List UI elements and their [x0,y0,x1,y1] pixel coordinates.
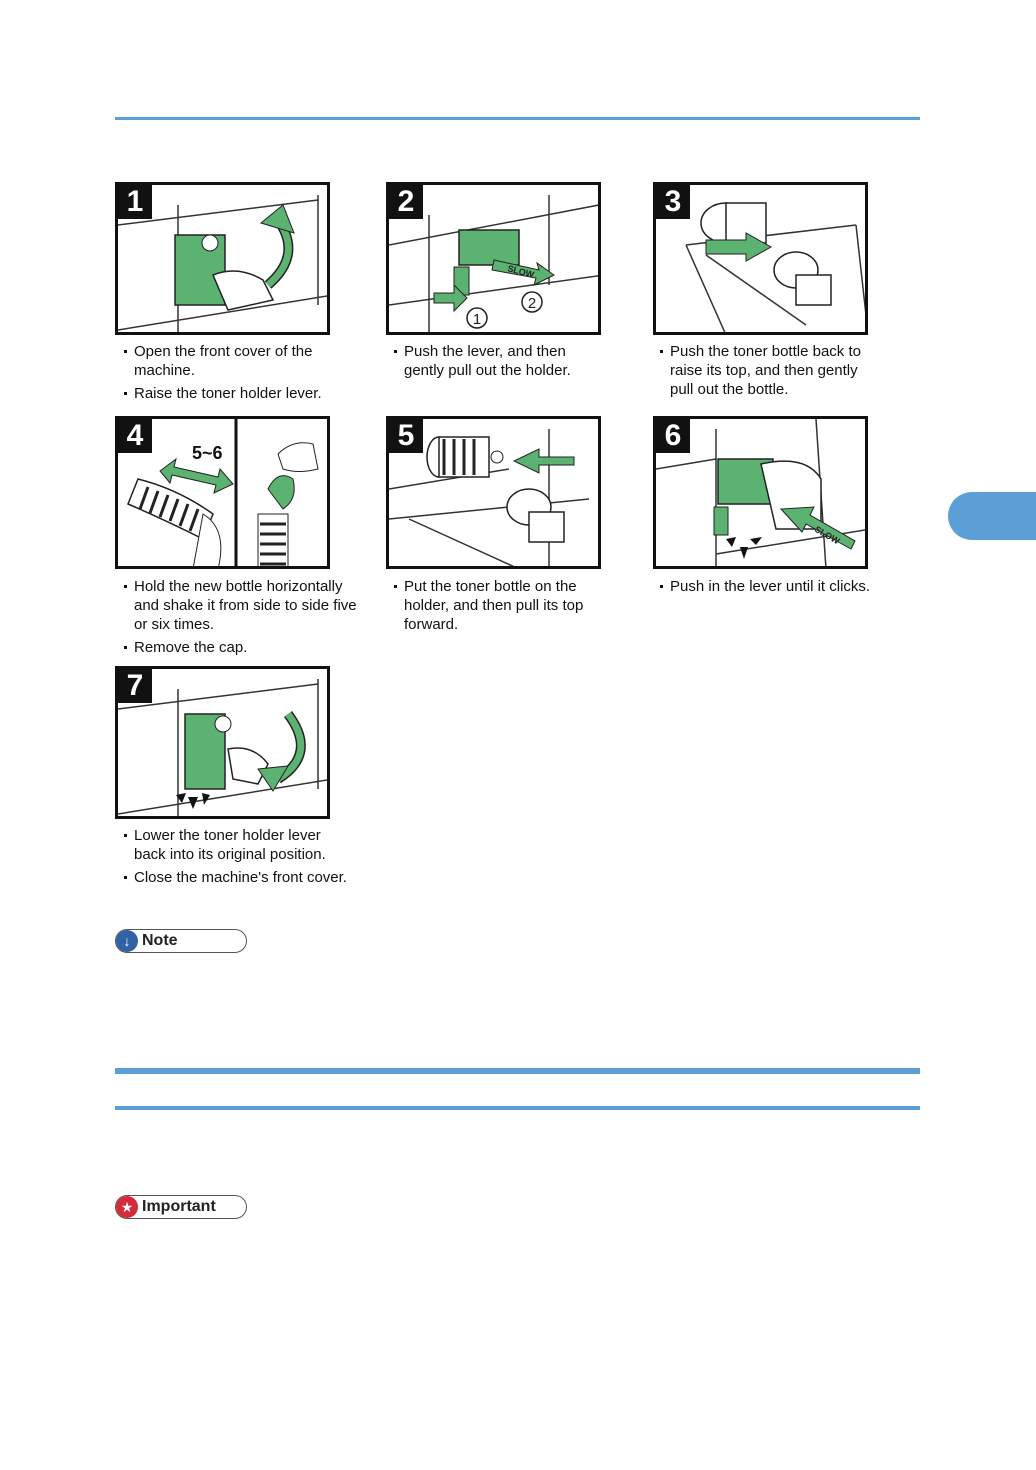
step-number: 5 [389,419,423,453]
step-number: 2 [389,185,423,219]
down-arrow-icon: ↓ [116,930,138,952]
shake-count-label: 5~6 [192,443,223,463]
caption: Push the lever, and then gently pull out the holder. [393,342,608,380]
note-badge [115,929,247,953]
shake-arrow [160,459,233,493]
star-icon: ★ [116,1196,138,1218]
cap-twist-arrow [268,476,294,509]
step-number: 6 [656,419,690,453]
caption: Lower the toner holder lever back into its original position. [123,826,353,864]
step-number: 4 [118,419,152,453]
caption: Raise the toner holder lever. [123,384,343,403]
insert-arrow [514,449,574,473]
section-rule-bottom [115,1106,920,1110]
caption: Push in the lever until it clicks. [659,577,874,596]
slow-label: SLOW [813,524,842,547]
svg-text:1: 1 [472,311,482,328]
step-4-captions [123,577,363,661]
step-7-captions [123,826,353,891]
chapter-tab [948,492,1036,540]
caption: Push the toner bottle back to raise its top, and then gently pull out the bottle. [659,342,874,399]
caption: Close the machine's front cover. [123,868,353,887]
toner-holder [459,230,519,265]
hand [228,748,268,784]
caption: Open the front cover of the machine. [123,342,343,380]
caption: Put the toner bottle on the holder, and then pull its top forward. [393,577,608,634]
note-label: Note [142,932,178,949]
svg-text:2: 2 [527,295,537,312]
step-2-illustration [386,182,601,335]
header-rule [115,117,920,120]
caption: Hold the new bottle horizontally and shake it from side to side five or six times. [123,577,363,634]
step-7-illustration [115,666,330,819]
step-5-captions [393,577,608,638]
step-4-illustration [115,416,330,569]
step-1-captions [123,342,343,407]
step-number: 7 [118,669,152,703]
step-number: 1 [118,185,152,219]
step-3-illustration [653,182,868,335]
slow-label: SLOW [506,263,536,280]
step-6-captions [659,577,874,600]
step-5-illustration [386,416,601,569]
important-badge [115,1195,247,1219]
step-1-illustration [115,182,330,335]
step-6-illustration [653,416,868,569]
step-number: 3 [656,185,690,219]
section-rule-top [115,1068,920,1074]
caption: Remove the cap. [123,638,363,657]
step-2-captions [393,342,608,384]
important-label: Important [142,1198,216,1215]
step-3-captions [659,342,874,403]
